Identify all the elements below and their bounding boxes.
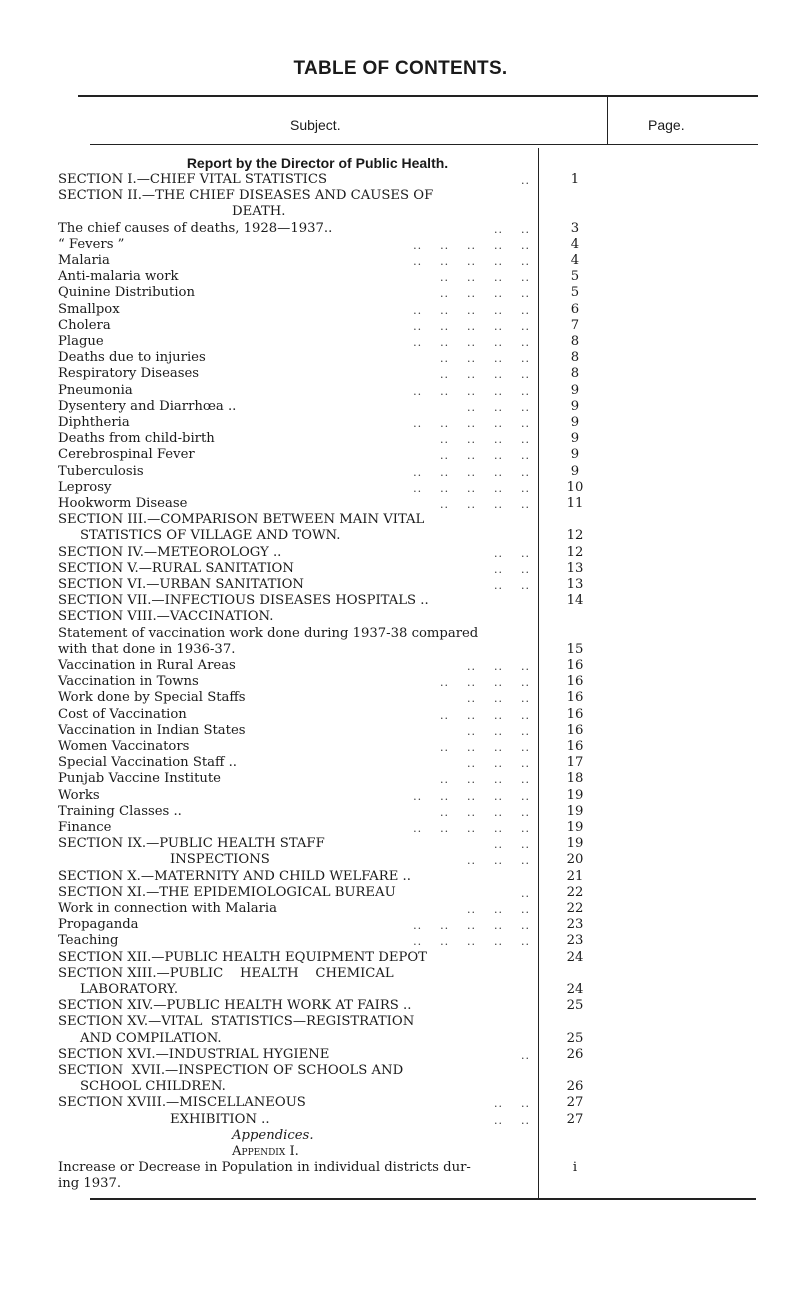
toc-leaders: .. .. .. .. ..: [404, 255, 530, 268]
toc-leaders: .. .. .. ..: [431, 708, 530, 722]
toc-entry-subject: SECTION XIV.—PUBLIC HEALTH WORK AT FAIRS ..: [58, 998, 412, 1014]
toc-entry-continuation: with that done in 1936-37.: [58, 641, 236, 657]
toc-entry-subject: Quinine Distribution: [58, 285, 195, 301]
toc-entry-subject: SECTION VIII.—VACCINATION.: [58, 609, 274, 625]
toc-entry-subject: INSPECTIONS: [170, 852, 270, 868]
bottom-rule: [90, 1198, 756, 1200]
toc-leaders: .. .. .. .. ..: [404, 481, 530, 495]
toc-page-number: 4: [570, 236, 580, 252]
page-column-header: Page.: [648, 117, 685, 133]
toc-page-number: 13: [566, 560, 584, 576]
toc-entry-subject: Dysentery and Diarrhœa ..: [58, 398, 237, 414]
toc-leaders: .. .. ..: [458, 400, 530, 414]
toc-entry-subject: Finance: [58, 820, 112, 835]
toc-entry-subject: Special Vaccination Staff ..: [58, 755, 237, 771]
toc-entry-subject: Hookworm Disease: [58, 496, 188, 511]
toc-leaders: .. .. .. .. ..: [404, 336, 530, 349]
toc-entry-subject: Respiratory Diseases: [58, 366, 200, 382]
top-rule: [78, 95, 758, 97]
toc-leaders: .. .. .. .. ..: [404, 935, 530, 949]
toc-page-number: 3: [570, 220, 580, 236]
toc-leaders: .. .. .. ..: [431, 368, 530, 382]
toc-page-number: 8: [570, 334, 580, 349]
toc-entry-continuation: ing 1937.: [58, 1176, 122, 1192]
toc-leaders: .. .. .. ..: [431, 433, 530, 447]
toc-entry-subject: Propaganda: [58, 917, 139, 933]
toc-entry-subject: Tuberculosis: [58, 463, 144, 479]
toc-entry-subject: SECTION III.—COMPARISON BETWEEN MAIN VITAL: [58, 512, 425, 528]
toc-page-number: 27: [566, 1111, 584, 1127]
toc-entry-continuation: SCHOOL CHILDREN.: [80, 1079, 226, 1095]
toc-entry-subject: Punjab Vaccine Institute: [58, 771, 221, 787]
toc-entry-subject: Appendices.: [232, 1127, 314, 1143]
toc-page-number: 5: [570, 285, 580, 301]
toc-page-number: 4: [570, 253, 580, 268]
toc-page-number: 26: [566, 1079, 584, 1095]
toc-entry-subject: SECTION XIII.—PUBLIC HEALTH CHEMICAL: [58, 965, 394, 981]
toc-leaders: .. .. .. ..: [431, 676, 530, 690]
toc-entry-subject: EXHIBITION ..: [170, 1111, 270, 1127]
toc-entry-subject: Statement of vaccination work done during 1937-38 compared: [58, 625, 479, 641]
toc-page-number: 18: [566, 771, 584, 787]
toc-leaders: .. .. .. ..: [431, 741, 530, 754]
toc-page-number: 9: [570, 415, 580, 430]
toc-page-number: 16: [566, 722, 584, 738]
toc-entry-subject: Vaccination in Indian States: [58, 722, 246, 738]
toc-leaders: .. ..: [485, 1113, 530, 1127]
toc-leaders: ..: [512, 886, 530, 900]
header-divider: [607, 96, 608, 144]
toc-entry-subject: SECTION VI.—URBAN SANITATION: [58, 577, 304, 592]
report-heading: Report by the Director of Public Health.: [186, 155, 449, 171]
toc-entry-subject: Malaria: [58, 253, 110, 268]
toc-page-number: 22: [566, 884, 584, 900]
toc-entry-subject: Pneumonia: [58, 382, 133, 398]
toc-page-number: 17: [566, 755, 584, 771]
toc-page-number: 19: [566, 787, 584, 803]
toc-leaders: .. .. .. .. ..: [404, 465, 530, 479]
toc-entry-subject: Women Vaccinators: [58, 739, 190, 754]
toc-entry-subject: Anti-malaria work: [58, 269, 179, 285]
toc-page-number: 23: [566, 933, 584, 949]
toc-entry-subject: The chief causes of deaths, 1928—1937..: [58, 220, 333, 236]
toc-entry-subject: Plague: [58, 334, 104, 349]
toc-leaders: .. ..: [485, 562, 530, 576]
toc-leaders: .. .. ..: [458, 757, 530, 771]
toc-page-number: 15: [566, 641, 584, 657]
toc-page-number: 16: [566, 674, 584, 690]
toc-entry-subject: SECTION IV.—METEOROLOGY ..: [58, 544, 282, 560]
toc-page-number: 9: [570, 463, 580, 479]
toc-entry-subject: Vaccination in Rural Areas: [58, 658, 236, 673]
toc-leaders: .. .. ..: [458, 724, 530, 738]
toc-leaders: .. .. .. ..: [431, 805, 530, 819]
toc-leaders: .. .. .. ..: [431, 449, 530, 463]
toc-entry-subject: Smallpox: [58, 301, 120, 317]
toc-entry-continuation: DEATH.: [232, 204, 286, 220]
toc-entry-subject: Works: [58, 787, 100, 803]
toc-page-number: 20: [566, 852, 584, 868]
toc-leaders: .. ..: [485, 838, 530, 852]
toc-page-number: 16: [566, 706, 584, 722]
toc-entry-subject: SECTION XVI.—INDUSTRIAL HYGIENE: [58, 1046, 330, 1062]
toc-leaders: .. .. .. ..: [431, 773, 530, 787]
toc-page-number: 5: [570, 269, 580, 285]
header-rule: [90, 144, 758, 145]
toc-leaders: .. .. .. .. ..: [404, 303, 530, 317]
toc-leaders: .. .. .. ..: [431, 287, 530, 301]
toc-entry-subject: SECTION XV.—VITAL STATISTICS—REGISTRATION: [58, 1014, 415, 1030]
toc-leaders: .. .. .. ..: [431, 271, 530, 285]
toc-leaders: .. .. ..: [458, 660, 530, 673]
toc-leaders: .. .. .. .. ..: [404, 822, 530, 835]
toc-leaders: .. .. .. ..: [431, 498, 530, 511]
toc-entry-subject: Work in connection with Malaria: [58, 901, 277, 916]
toc-page-number: 16: [566, 690, 584, 706]
toc-page-number: 22: [566, 901, 584, 916]
toc-page-number: 8: [570, 350, 580, 366]
toc-leaders: ..: [512, 174, 530, 187]
toc-page-number: 6: [570, 301, 580, 317]
toc-entry-subject: Increase or Decrease in Population in individual districts dur-: [58, 1160, 471, 1176]
toc-leaders: .. ..: [485, 222, 530, 236]
toc-entry-continuation: STATISTICS OF VILLAGE AND TOWN.: [80, 528, 341, 544]
toc-leaders: .. .. .. .. ..: [404, 919, 530, 933]
toc-entry-subject: SECTION IX.—PUBLIC HEALTH STAFF: [58, 836, 325, 852]
toc-entry-subject: Deaths due to injuries: [58, 350, 206, 366]
body-column-divider: [538, 148, 539, 1200]
toc-entry-subject: Appendix I.: [232, 1144, 299, 1159]
toc-page-number: 16: [566, 658, 584, 673]
toc-entry-subject: Deaths from child-birth: [58, 431, 215, 447]
toc-page-number: 11: [566, 496, 584, 511]
toc-entry-continuation: LABORATORY.: [80, 981, 179, 997]
toc-leaders: .. .. .. ..: [431, 352, 530, 366]
toc-entry-subject: SECTION I.—CHIEF VITAL STATISTICS: [58, 172, 328, 187]
toc-entry-continuation: AND COMPILATION.: [80, 1030, 222, 1046]
toc-page-number: 14: [566, 593, 584, 609]
toc-entry-subject: Leprosy: [58, 479, 112, 495]
toc-page-number: 16: [566, 739, 584, 754]
toc-page-number: i: [572, 1160, 578, 1176]
toc-entry-subject: Diphtheria: [58, 415, 130, 430]
toc-entry-subject: Teaching: [58, 933, 119, 949]
toc-page-number: 24: [566, 949, 584, 965]
toc-leaders: .. .. .. .. ..: [404, 319, 530, 333]
toc-leaders: .. .. .. .. ..: [404, 384, 530, 398]
toc-entry-subject: Vaccination in Towns: [58, 674, 199, 690]
toc-leaders: .. .. ..: [458, 692, 530, 706]
toc-page-number: 1: [570, 172, 580, 187]
toc-page-number: 9: [570, 447, 580, 463]
toc-entry-subject: Cerebrospinal Fever: [58, 447, 195, 463]
toc-page-number: 26: [566, 1046, 584, 1062]
toc-page-number: 12: [566, 544, 584, 560]
toc-page-number: 8: [570, 366, 580, 382]
toc-leaders: ..: [512, 1048, 530, 1062]
toc-leaders: .. .. ..: [458, 854, 530, 868]
toc-entry-subject: Cost of Vaccination: [58, 706, 187, 722]
toc-page-number: 19: [566, 820, 584, 835]
toc-leaders: .. ..: [485, 579, 530, 592]
toc-page-number: 9: [570, 398, 580, 414]
toc-entry-subject: SECTION XI.—THE EPIDEMIOLOGICAL BUREAU: [58, 884, 396, 900]
toc-entry-subject: SECTION XII.—PUBLIC HEALTH EQUIPMENT DEPOT: [58, 949, 427, 965]
toc-entry-subject: Work done by Special Staffs: [58, 690, 246, 706]
toc-entry-subject: SECTION XVII.—INSPECTION OF SCHOOLS AND: [58, 1063, 404, 1078]
toc-entry-subject: SECTION V.—RURAL SANITATION: [58, 560, 294, 576]
toc-entry-subject: Training Classes ..: [58, 803, 182, 819]
toc-entry-subject: Cholera: [58, 317, 111, 333]
toc-page-number: 24: [566, 981, 584, 997]
toc-page-number: 9: [570, 382, 580, 398]
toc-page-number: 25: [566, 998, 584, 1014]
toc-page-number: 23: [566, 917, 584, 933]
toc-entry-subject: SECTION X.—MATERNITY AND CHILD WELFARE ..: [58, 868, 411, 884]
toc-entry-subject: SECTION VII.—INFECTIOUS DISEASES HOSPITALS ..: [58, 593, 429, 609]
toc-page-number: 19: [566, 803, 584, 819]
toc-page-number: 12: [566, 528, 584, 544]
toc-entry-subject: “ Fevers ”: [58, 236, 125, 252]
toc-page-number: 9: [570, 431, 580, 447]
toc-leaders: .. ..: [485, 546, 530, 560]
page-title: TABLE OF CONTENTS.: [293, 58, 508, 79]
toc-leaders: .. ..: [485, 1097, 530, 1111]
toc-page-number: 27: [566, 1095, 584, 1111]
toc-entry-subject: SECTION II.—THE CHIEF DISEASES AND CAUSES OF: [58, 188, 434, 204]
toc-page-number: 25: [566, 1030, 584, 1046]
toc-leaders: .. .. .. .. ..: [404, 789, 530, 803]
subject-column-header: Subject.: [290, 117, 341, 133]
toc-leaders: .. .. .. .. ..: [404, 417, 530, 430]
toc-leaders: .. .. ..: [458, 903, 530, 916]
toc-page-number: 7: [570, 317, 580, 333]
toc-leaders: .. .. .. .. ..: [404, 238, 530, 252]
toc-page-number: 19: [566, 836, 584, 852]
toc-page-number: 10: [566, 479, 584, 495]
toc-page-number: 13: [566, 577, 584, 592]
toc-entry-subject: SECTION XVIII.—MISCELLANEOUS: [58, 1095, 306, 1111]
toc-page-number: 21: [566, 868, 584, 884]
